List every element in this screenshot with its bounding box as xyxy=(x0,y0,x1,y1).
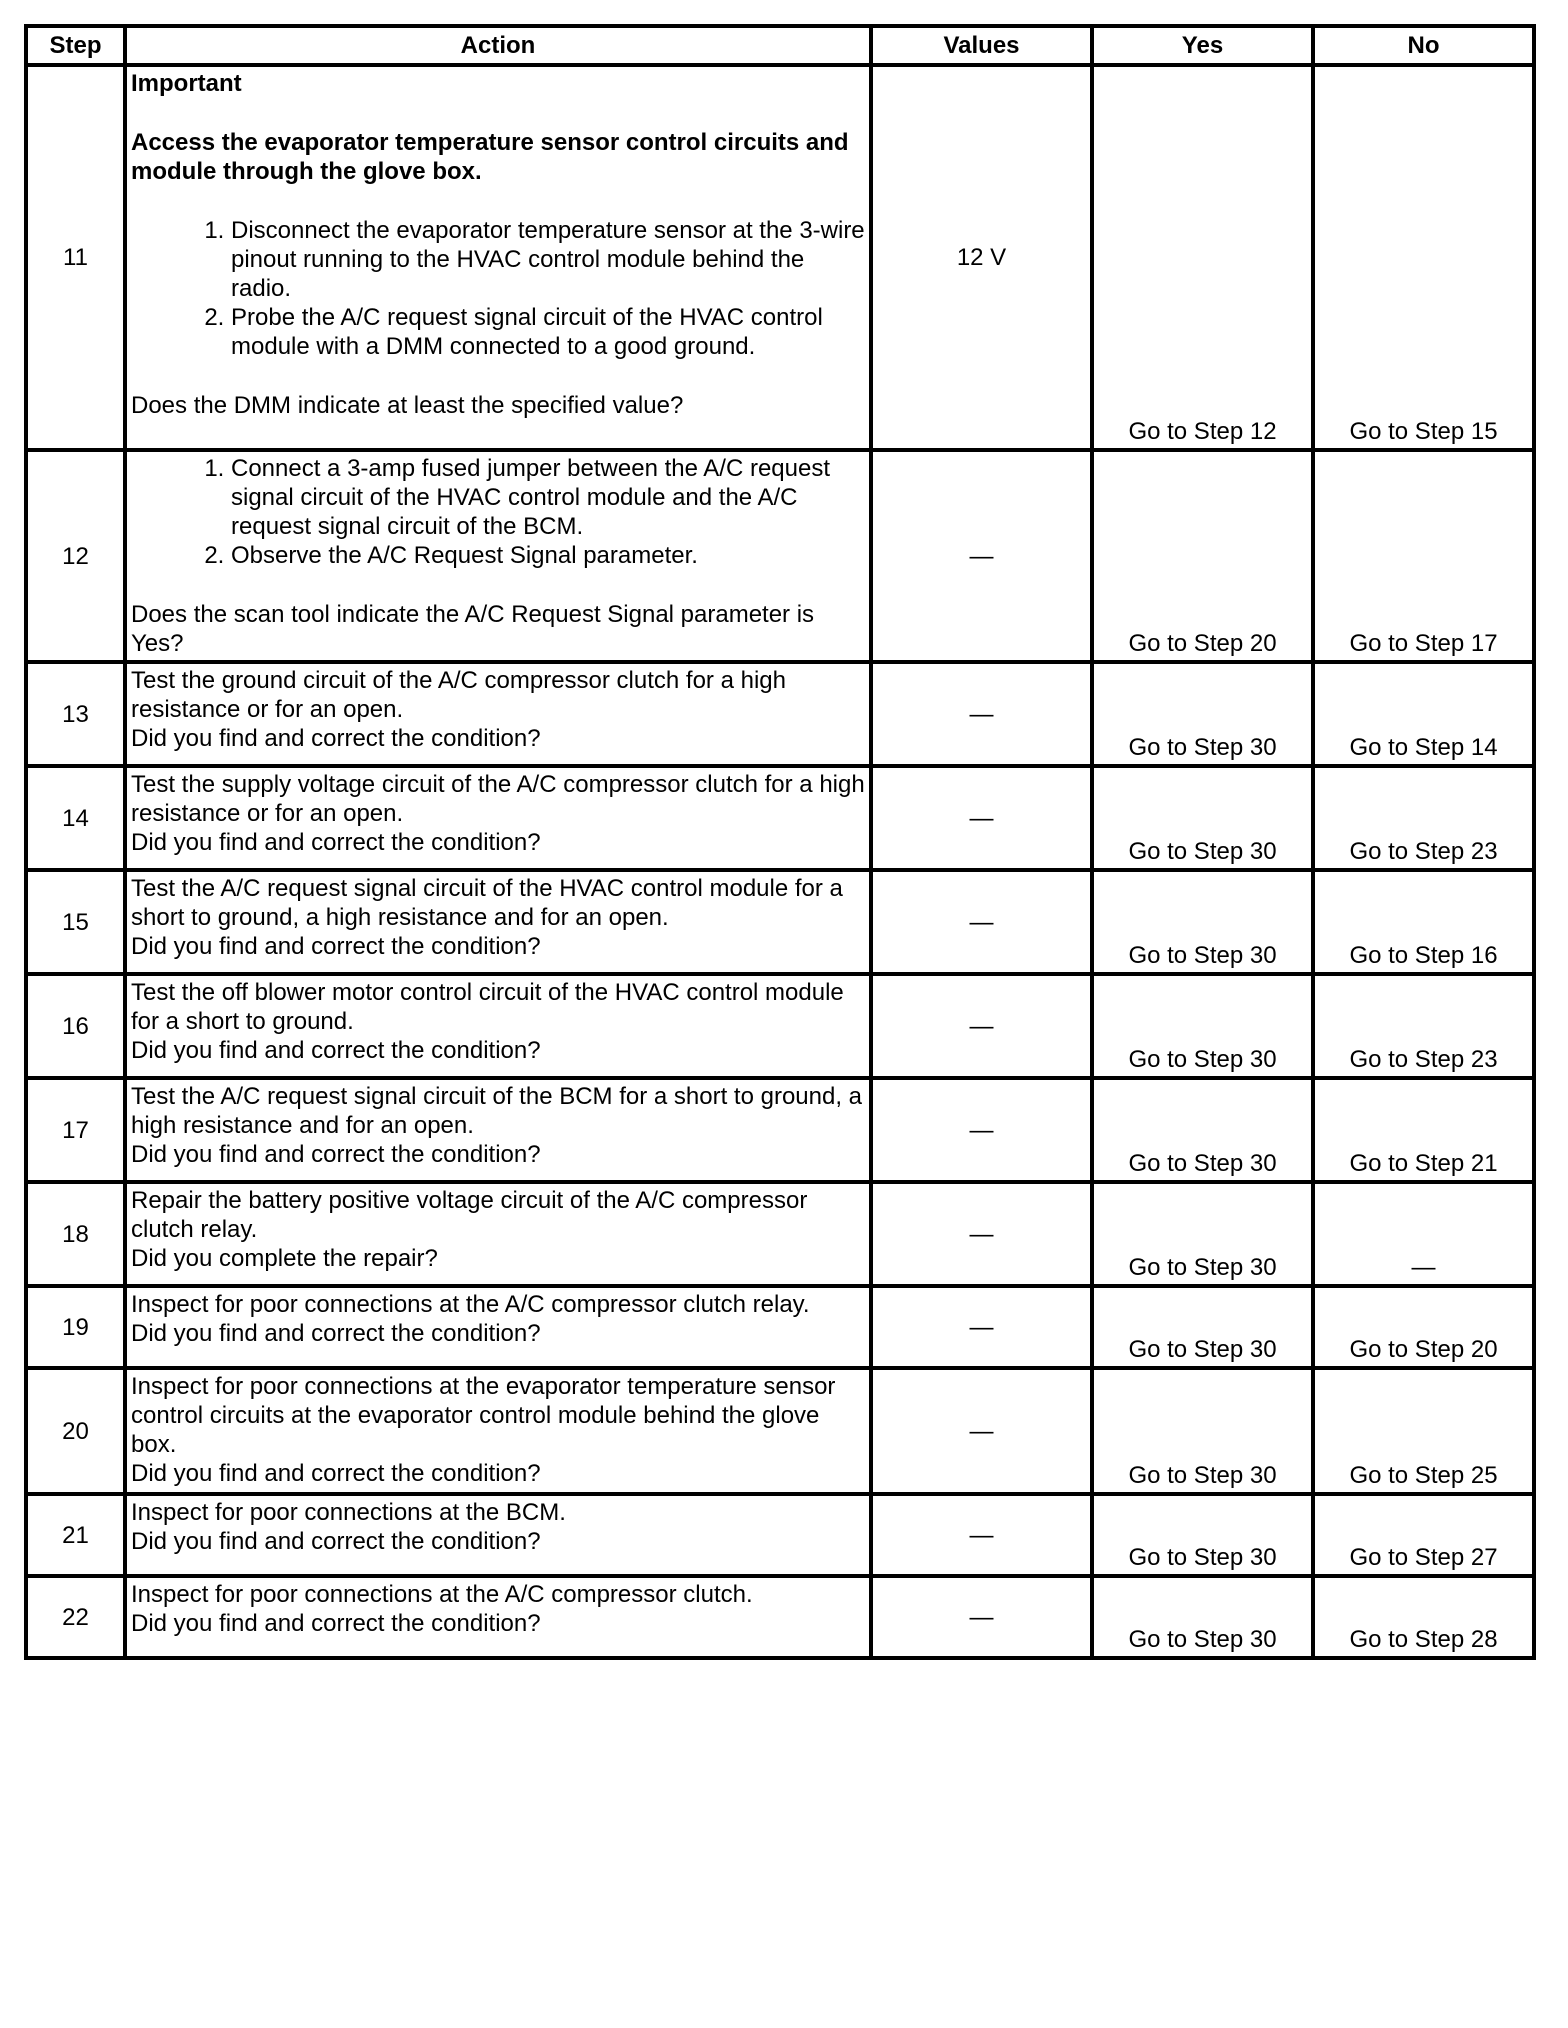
value-cell: — xyxy=(871,662,1092,766)
action-cell xyxy=(125,1286,871,1368)
action-instruction: Test the ground circuit of the A/C compressor clutch for a high resistance or for an open. xyxy=(131,667,786,723)
value-cell: — xyxy=(871,766,1092,870)
no-result: Go to Step 16 xyxy=(1313,870,1534,974)
action-question: Did you find and correct the condition? xyxy=(131,1320,541,1347)
yes-result: Go to Step 30 xyxy=(1092,1368,1313,1494)
action-content xyxy=(131,69,865,420)
action-question: Did you find and correct the condition? xyxy=(131,829,541,856)
action-content xyxy=(131,874,865,961)
action-instruction: Inspect for poor connections at the BCM. xyxy=(131,1499,566,1526)
step-number: 12 xyxy=(26,450,125,662)
step-number: 15 xyxy=(26,870,125,974)
yes-result: Go to Step 30 xyxy=(1092,974,1313,1078)
table-row xyxy=(26,450,1534,662)
action-cell xyxy=(125,662,871,766)
header-step: Step xyxy=(26,26,125,65)
no-result: Go to Step 20 xyxy=(1313,1286,1534,1368)
action-content xyxy=(131,1372,865,1488)
procedure-step: 2. Observe the A/C Request Signal parameter. xyxy=(231,541,865,570)
action-content xyxy=(131,1082,865,1169)
action-content xyxy=(131,1498,865,1556)
action-content xyxy=(131,1290,865,1348)
table-row xyxy=(26,1494,1534,1576)
action-instruction: Test the off blower motor control circuit of the HVAC control module for a short to ground. xyxy=(131,979,844,1035)
action-body xyxy=(131,1290,865,1319)
step-number: 18 xyxy=(26,1182,125,1286)
action-cell xyxy=(125,870,871,974)
action-instruction: Inspect for poor connections at the A/C compressor clutch. xyxy=(131,1581,753,1608)
no-result: Go to Step 23 xyxy=(1313,766,1534,870)
action-body xyxy=(131,666,865,724)
no-result: Go to Step 17 xyxy=(1313,450,1534,662)
yes-result: Go to Step 30 xyxy=(1092,1576,1313,1658)
no-result: — xyxy=(1313,1182,1534,1286)
action-cell xyxy=(125,1368,871,1494)
table-row xyxy=(26,1286,1534,1368)
step-number: 11 xyxy=(26,65,125,450)
yes-result: Go to Step 30 xyxy=(1092,870,1313,974)
table-row xyxy=(26,1078,1534,1182)
yes-result: Go to Step 30 xyxy=(1092,1286,1313,1368)
action-question: Did you find and correct the condition? xyxy=(131,1037,541,1064)
yes-result: Go to Step 12 xyxy=(1092,65,1313,450)
action-content xyxy=(131,1580,865,1638)
header-values: Values xyxy=(871,26,1092,65)
yes-result: Go to Step 30 xyxy=(1092,1494,1313,1576)
action-cell xyxy=(125,974,871,1078)
yes-result: Go to Step 20 xyxy=(1092,450,1313,662)
table-body xyxy=(26,65,1534,1658)
action-instruction: Inspect for poor connections at the evaporator temperature sensor control circuits at the evaporator control module behind the glove box. xyxy=(131,1373,836,1458)
action-body xyxy=(131,1186,865,1244)
procedure-step: 1. Connect a 3-amp fused jumper between the A/C request signal circuit of the HVAC control module and the A/C request signal circuit of the BCM. xyxy=(231,454,865,541)
no-result: Go to Step 23 xyxy=(1313,974,1534,1078)
no-result: Go to Step 21 xyxy=(1313,1078,1534,1182)
action-body xyxy=(131,69,865,391)
yes-result: Go to Step 30 xyxy=(1092,766,1313,870)
step-number: 16 xyxy=(26,974,125,1078)
header-yes: Yes xyxy=(1092,26,1313,65)
step-number: 19 xyxy=(26,1286,125,1368)
value-cell: 12 V xyxy=(871,65,1092,450)
value-cell: — xyxy=(871,974,1092,1078)
step-number: 13 xyxy=(26,662,125,766)
table-row xyxy=(26,766,1534,870)
action-instruction: Test the A/C request signal circuit of the HVAC control module for a short to ground, a high resistance and for an open. xyxy=(131,875,843,931)
table-row xyxy=(26,65,1534,450)
action-cell xyxy=(125,450,871,662)
action-question: Did you find and correct the condition? xyxy=(131,1610,541,1637)
action-question: Did you find and correct the condition? xyxy=(131,1460,541,1487)
action-body xyxy=(131,874,865,932)
action-question: Does the DMM indicate at least the specified value? xyxy=(131,392,684,419)
value-cell: — xyxy=(871,1182,1092,1286)
action-cell xyxy=(125,766,871,870)
action-body xyxy=(131,1580,865,1609)
value-cell: — xyxy=(871,1576,1092,1658)
table-row xyxy=(26,1368,1534,1494)
action-content xyxy=(131,454,865,658)
important-notice: Access the evaporator temperature sensor control circuits and module through the glove box. xyxy=(131,129,849,185)
no-result: Go to Step 28 xyxy=(1313,1576,1534,1658)
action-cell xyxy=(125,1494,871,1576)
value-cell: — xyxy=(871,1368,1092,1494)
yes-result: Go to Step 30 xyxy=(1092,1078,1313,1182)
header-row xyxy=(26,26,1534,65)
step-number: 14 xyxy=(26,766,125,870)
action-body xyxy=(131,1498,865,1527)
no-result: Go to Step 27 xyxy=(1313,1494,1534,1576)
step-number: 21 xyxy=(26,1494,125,1576)
action-question: Did you find and correct the condition? xyxy=(131,1528,541,1555)
action-content xyxy=(131,978,865,1065)
header-action: Action xyxy=(125,26,871,65)
no-result: Go to Step 25 xyxy=(1313,1368,1534,1494)
table-row xyxy=(26,974,1534,1078)
action-instruction: Test the A/C request signal circuit of the BCM for a short to ground, a high resistance and for an open. xyxy=(131,1083,863,1139)
table-row xyxy=(26,1182,1534,1286)
action-question: Did you find and correct the condition? xyxy=(131,933,541,960)
value-cell: — xyxy=(871,1078,1092,1182)
important-label: Important xyxy=(131,70,242,97)
action-cell xyxy=(125,65,871,450)
value-cell: — xyxy=(871,1494,1092,1576)
yes-result: Go to Step 30 xyxy=(1092,662,1313,766)
step-number: 22 xyxy=(26,1576,125,1658)
value-cell: — xyxy=(871,1286,1092,1368)
action-body xyxy=(131,1082,865,1140)
action-body xyxy=(131,978,865,1036)
diagnostic-table xyxy=(24,24,1536,1660)
action-instruction: Inspect for poor connections at the A/C compressor clutch relay. xyxy=(131,1291,810,1318)
action-question: Does the scan tool indicate the A/C Request Signal parameter is Yes? xyxy=(131,601,815,657)
procedure-step: 1. Disconnect the evaporator temperature sensor at the 3-wire pinout running to the HVAC control module behind the radio. xyxy=(231,216,865,303)
procedure-step: 2. Probe the A/C request signal circuit of the HVAC control module with a DMM connected to a good ground. xyxy=(231,303,865,361)
no-result: Go to Step 15 xyxy=(1313,65,1534,450)
step-number: 17 xyxy=(26,1078,125,1182)
action-cell xyxy=(125,1182,871,1286)
procedure-list xyxy=(131,454,865,570)
action-question: Did you complete the repair? xyxy=(131,1245,438,1272)
value-cell: — xyxy=(871,450,1092,662)
action-cell xyxy=(125,1576,871,1658)
table-row xyxy=(26,662,1534,766)
table-row xyxy=(26,870,1534,974)
action-body xyxy=(131,454,865,600)
action-body xyxy=(131,770,865,828)
action-question: Did you find and correct the condition? xyxy=(131,1141,541,1168)
step-number: 20 xyxy=(26,1368,125,1494)
action-question: Did you find and correct the condition? xyxy=(131,725,541,752)
value-cell: — xyxy=(871,870,1092,974)
action-content xyxy=(131,1186,865,1273)
action-body xyxy=(131,1372,865,1459)
no-result: Go to Step 14 xyxy=(1313,662,1534,766)
yes-result: Go to Step 30 xyxy=(1092,1182,1313,1286)
action-content xyxy=(131,666,865,753)
procedure-list xyxy=(131,216,865,361)
action-instruction: Test the supply voltage circuit of the A/C compressor clutch for a high resistance or for an open. xyxy=(131,771,865,827)
action-cell xyxy=(125,1078,871,1182)
header-no: No xyxy=(1313,26,1534,65)
action-instruction: Repair the battery positive voltage circuit of the A/C compressor clutch relay. xyxy=(131,1187,808,1243)
action-content xyxy=(131,770,865,857)
table-row xyxy=(26,1576,1534,1658)
